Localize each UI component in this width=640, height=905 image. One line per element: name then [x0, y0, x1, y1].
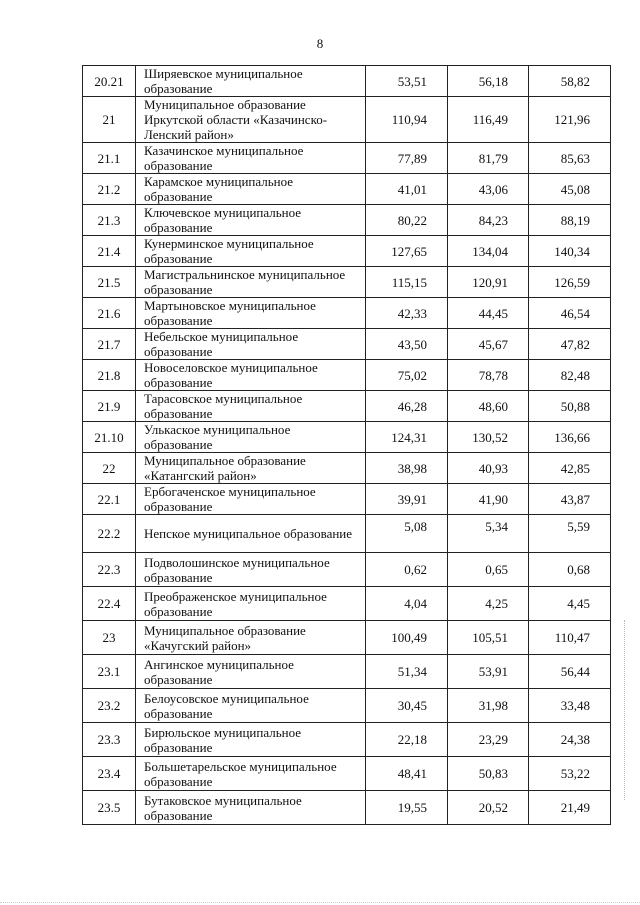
data-table-container — [82, 65, 611, 825]
table-row — [83, 515, 611, 553]
row-number: 23.5 — [83, 791, 136, 825]
row-value-3: 42,85 — [529, 453, 611, 484]
row-name: Тарасовское муниципальное образование — [136, 391, 366, 422]
row-value-3: 121,96 — [529, 97, 611, 143]
row-number: 21.7 — [83, 329, 136, 360]
row-number: 22 — [83, 453, 136, 484]
row-value-3: 0,68 — [529, 553, 611, 587]
row-number: 22.4 — [83, 587, 136, 621]
row-value-1: 42,33 — [366, 298, 448, 329]
row-value-1: 110,94 — [366, 97, 448, 143]
scan-artifact-footer — [0, 896, 640, 903]
row-value-3: 4,45 — [529, 587, 611, 621]
row-value-1: 0,62 — [366, 553, 448, 587]
row-name: Муниципальное образование Иркутской области «Казачинско-Ленский район» — [136, 97, 366, 143]
table-row — [83, 329, 611, 360]
row-value-2: 134,04 — [448, 236, 529, 267]
row-number: 21.1 — [83, 143, 136, 174]
row-value-3: 24,38 — [529, 723, 611, 757]
row-value-1: 124,31 — [366, 422, 448, 453]
table-row — [83, 757, 611, 791]
row-value-2: 120,91 — [448, 267, 529, 298]
row-value-2: 41,90 — [448, 484, 529, 515]
row-value-1: 48,41 — [366, 757, 448, 791]
row-value-2: 31,98 — [448, 689, 529, 723]
row-name: Мартыновское муниципальное образование — [136, 298, 366, 329]
row-name: Подволошинское муниципальное образование — [136, 553, 366, 587]
row-name: Большетарельское муниципальное образование — [136, 757, 366, 791]
row-number: 21.2 — [83, 174, 136, 205]
row-name: Бутаковское муниципальное образование — [136, 791, 366, 825]
table-row — [83, 267, 611, 298]
row-number: 21.9 — [83, 391, 136, 422]
row-value-2: 5,34 — [448, 515, 529, 553]
row-value-2: 23,29 — [448, 723, 529, 757]
row-number: 21.10 — [83, 422, 136, 453]
scan-artifact-dots — [624, 620, 627, 800]
row-value-3: 50,88 — [529, 391, 611, 422]
row-value-3: 47,82 — [529, 329, 611, 360]
row-value-1: 80,22 — [366, 205, 448, 236]
row-value-1: 41,01 — [366, 174, 448, 205]
table-row — [83, 453, 611, 484]
row-value-2: 4,25 — [448, 587, 529, 621]
row-value-2: 48,60 — [448, 391, 529, 422]
row-value-2: 40,93 — [448, 453, 529, 484]
row-value-2: 20,52 — [448, 791, 529, 825]
table-row — [83, 236, 611, 267]
row-value-3: 110,47 — [529, 621, 611, 655]
row-name: Небельское муниципальное образование — [136, 329, 366, 360]
table-row — [83, 422, 611, 453]
row-name: Карамское муниципальное образование — [136, 174, 366, 205]
row-name: Казачинское муниципальное образование — [136, 143, 366, 174]
table-row — [83, 174, 611, 205]
row-value-1: 127,65 — [366, 236, 448, 267]
row-value-1: 51,34 — [366, 655, 448, 689]
row-number: 23 — [83, 621, 136, 655]
row-number: 21.5 — [83, 267, 136, 298]
row-value-2: 81,79 — [448, 143, 529, 174]
table-row — [83, 205, 611, 236]
row-name: Магистральнинское муниципальное образование — [136, 267, 366, 298]
row-value-1: 53,51 — [366, 66, 448, 97]
row-value-3: 126,59 — [529, 267, 611, 298]
row-value-1: 100,49 — [366, 621, 448, 655]
row-value-3: 33,48 — [529, 689, 611, 723]
row-value-1: 38,98 — [366, 453, 448, 484]
row-value-1: 43,50 — [366, 329, 448, 360]
table-row — [83, 553, 611, 587]
data-table — [82, 65, 611, 825]
page-number: 8 — [316, 36, 324, 51]
row-value-1: 115,15 — [366, 267, 448, 298]
row-value-3: 58,82 — [529, 66, 611, 97]
row-value-2: 130,52 — [448, 422, 529, 453]
row-value-2: 50,83 — [448, 757, 529, 791]
row-name: Ключевское муниципальное образование — [136, 205, 366, 236]
row-number: 23.1 — [83, 655, 136, 689]
row-value-2: 44,45 — [448, 298, 529, 329]
table-row — [83, 621, 611, 655]
row-value-3: 88,19 — [529, 205, 611, 236]
row-value-1: 77,89 — [366, 143, 448, 174]
table-row — [83, 723, 611, 757]
table-row — [83, 791, 611, 825]
row-value-2: 56,18 — [448, 66, 529, 97]
row-name: Ширяевское муниципальное образование — [136, 66, 366, 97]
row-value-3: 21,49 — [529, 791, 611, 825]
row-value-2: 116,49 — [448, 97, 529, 143]
row-number: 21 — [83, 97, 136, 143]
table-row — [83, 484, 611, 515]
row-number: 23.4 — [83, 757, 136, 791]
table-row — [83, 143, 611, 174]
row-value-1: 39,91 — [366, 484, 448, 515]
row-number: 21.4 — [83, 236, 136, 267]
row-number: 20.21 — [83, 66, 136, 97]
row-value-3: 45,08 — [529, 174, 611, 205]
row-value-2: 84,23 — [448, 205, 529, 236]
row-value-1: 46,28 — [366, 391, 448, 422]
row-number: 21.6 — [83, 298, 136, 329]
row-value-3: 53,22 — [529, 757, 611, 791]
row-name: Улькаское муниципальное образование — [136, 422, 366, 453]
row-value-3: 140,34 — [529, 236, 611, 267]
row-value-3: 82,48 — [529, 360, 611, 391]
table-row — [83, 66, 611, 97]
row-number: 21.8 — [83, 360, 136, 391]
row-name: Муниципальное образование «Катангский район» — [136, 453, 366, 484]
row-name: Ангинское муниципальное образование — [136, 655, 366, 689]
table-row — [83, 587, 611, 621]
row-number: 23.3 — [83, 723, 136, 757]
table-row — [83, 298, 611, 329]
row-value-1: 19,55 — [366, 791, 448, 825]
row-value-2: 53,91 — [448, 655, 529, 689]
row-name: Бирюльское муниципальное образование — [136, 723, 366, 757]
row-value-3: 56,44 — [529, 655, 611, 689]
row-value-2: 43,06 — [448, 174, 529, 205]
row-name: Преображенское муниципальное образование — [136, 587, 366, 621]
row-value-1: 75,02 — [366, 360, 448, 391]
row-name: Непское муниципальное образование — [136, 515, 366, 553]
row-value-3: 43,87 — [529, 484, 611, 515]
table-row — [83, 391, 611, 422]
row-number: 22.1 — [83, 484, 136, 515]
table-row — [83, 97, 611, 143]
row-value-1: 30,45 — [366, 689, 448, 723]
row-name: Кунерминское муниципальное образование — [136, 236, 366, 267]
table-row — [83, 655, 611, 689]
row-value-3: 85,63 — [529, 143, 611, 174]
row-number: 21.3 — [83, 205, 136, 236]
row-value-1: 22,18 — [366, 723, 448, 757]
row-name: Белоусовское муниципальное образование — [136, 689, 366, 723]
row-value-1: 4,04 — [366, 587, 448, 621]
row-value-1: 5,08 — [366, 515, 448, 553]
row-name: Новоселовское муниципальное образование — [136, 360, 366, 391]
table-row — [83, 360, 611, 391]
row-name: Ербогаченское муниципальное образование — [136, 484, 366, 515]
row-value-2: 0,65 — [448, 553, 529, 587]
row-value-2: 78,78 — [448, 360, 529, 391]
row-number: 22.3 — [83, 553, 136, 587]
row-value-2: 45,67 — [448, 329, 529, 360]
row-value-3: 46,54 — [529, 298, 611, 329]
row-number: 22.2 — [83, 515, 136, 553]
row-value-2: 105,51 — [448, 621, 529, 655]
row-value-3: 5,59 — [529, 515, 611, 553]
row-value-3: 136,66 — [529, 422, 611, 453]
row-name: Муниципальное образование «Качугский район» — [136, 621, 366, 655]
row-number: 23.2 — [83, 689, 136, 723]
table-row — [83, 689, 611, 723]
